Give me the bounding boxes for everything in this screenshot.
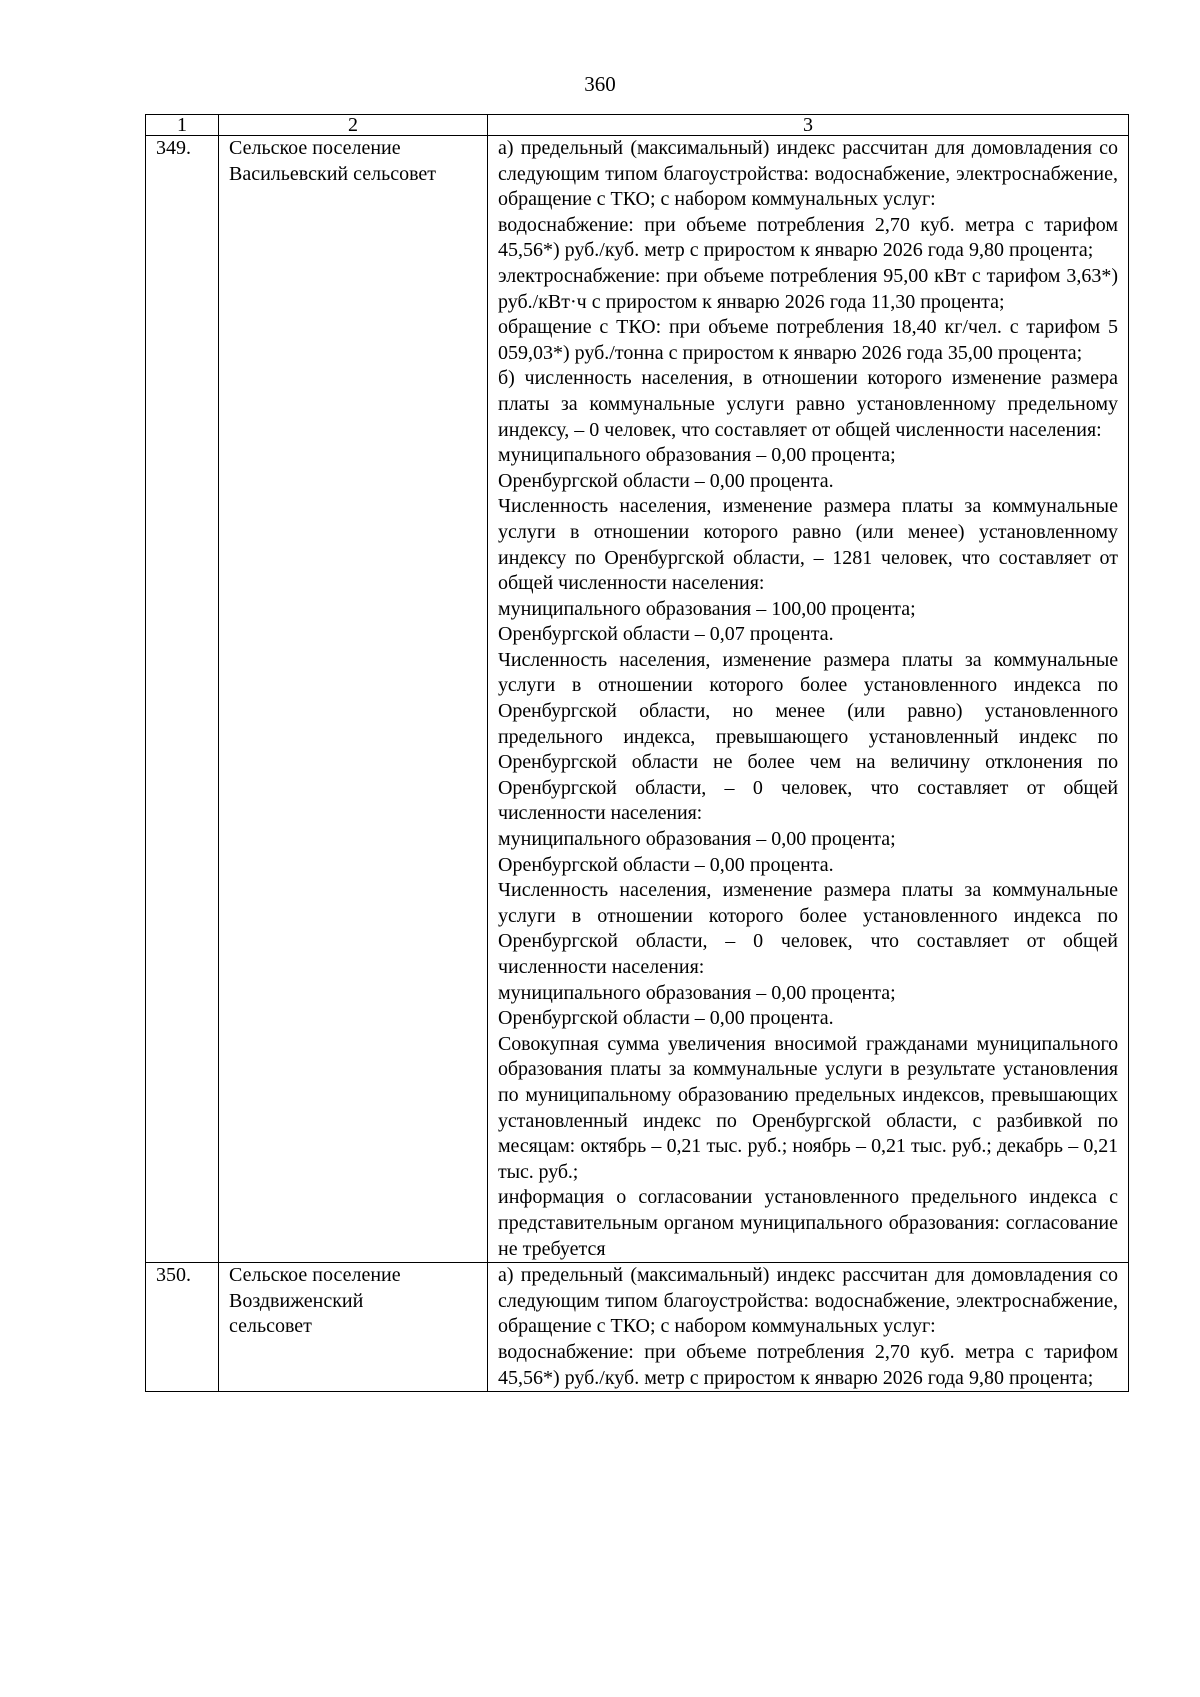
paragraph: Оренбургской области – 0,00 процента.	[498, 853, 834, 876]
paragraph: Численность населения, изменение размера платы за коммунальные услуги в отношении которого более установленного индекса по Оренбургской области, но менее (или равно) установленного предельного индекса, превышающего установленный индекс по Оренбургской области не более чем на величину отклонения по Оренбургской области, – 0 человек, что составляет от общей численности населения:	[498, 648, 1118, 825]
paragraph: информация о согласовании установленного предельного индекса с представительным органом муниципального образования: согласование не требуется	[498, 1186, 1118, 1260]
paragraph: водоснабжение: при объеме потребления 2,70 куб. метра с тарифом 45,56*) руб./куб. метр с приростом к январю 2026 года 9,80 процента;	[498, 1340, 1118, 1389]
index-description	[488, 1263, 1129, 1392]
row-number: 349.	[146, 136, 219, 1263]
paragraph: электроснабжение: при объеме потребления 95,00 кВт с тарифом 3,63*) руб./кВт·ч с приростом к январю 2026 года 11,30 процента;	[498, 264, 1118, 313]
table-row	[146, 1263, 1129, 1392]
settlement-name	[219, 1263, 488, 1392]
column-header-number: 1	[146, 115, 219, 136]
paragraph: Оренбургской области – 0,07 процента.	[498, 623, 834, 646]
settlement-name-line: Воздвиженский	[229, 1289, 364, 1312]
settlement-name	[219, 136, 488, 1263]
table-header-row	[146, 115, 1129, 136]
settlement-name-line: Сельское поселение	[229, 137, 401, 159]
paragraph: Численность населения, изменение размера платы за коммунальные услуги в отношении которого более установленного индекса по Оренбургской области, – 0 человек, что составляет от общей численности населения:	[498, 879, 1118, 978]
paragraph: Численность населения, изменение размера платы за коммунальные услуги в отношении которого равно (или менее) установленному индексу по Оренбургской области, – 1281 человек, что составляет от общей численности населения:	[498, 495, 1118, 595]
paragraph: обращение с ТКО: при объеме потребления 18,40 кг/чел. с тарифом 5 059,03*) руб./тонна с приростом к январю 2026 года 35,00 процента;	[498, 316, 1118, 364]
paragraph: Оренбургской области – 0,00 процента.	[498, 469, 834, 492]
table-row	[146, 136, 1129, 1263]
index-description	[488, 136, 1129, 1263]
column-header-description: 3	[488, 115, 1129, 136]
column-header-name: 2	[219, 115, 488, 136]
paragraph: а) предельный (максимальный) индекс рассчитан для домовладения со следующим типом благоустройства: водоснабжение, электроснабжение, обращение с ТКО; с набором коммунальных услуг:	[498, 137, 1118, 211]
index-table	[145, 114, 1129, 1392]
paragraph: Оренбургской области – 0,00 процента.	[498, 1007, 834, 1030]
paragraph: водоснабжение: при объеме потребления 2,70 куб. метра с тарифом 45,56*) руб./куб. метр с приростом к январю 2026 года 9,80 процента;	[498, 213, 1118, 262]
settlement-name-line: Васильевский сельсовет	[229, 162, 437, 185]
settlement-name-line: Сельское поселение	[229, 1264, 401, 1287]
page-number: 360	[584, 72, 616, 96]
row-number: 350.	[146, 1263, 219, 1392]
settlement-name-line: сельсовет	[229, 1315, 312, 1338]
paragraph: а) предельный (максимальный) индекс рассчитан для домовладения со следующим типом благоустройства: водоснабжение, электроснабжение, обращение с ТКО; с набором коммунальных услуг:	[498, 1264, 1118, 1338]
paragraph: муниципального образования – 0,00 процента;	[498, 981, 896, 1004]
paragraph: муниципального образования – 100,00 процента;	[498, 597, 916, 620]
paragraph: муниципального образования – 0,00 процента;	[498, 828, 896, 851]
paragraph: Совокупная сумма увеличения вносимой гражданами муниципального образования платы за коммунальные услуги в результате установления по муниципальному образованию предельных индексов, превышающих установленный индекс по Оренбургской области, с разбивкой по месяцам: октябрь – 0,21 тыс. руб.; ноябрь – 0,21 тыс. руб.; декабрь – 0,21 тыс. руб.;	[498, 1032, 1118, 1183]
paragraph: муниципального образования – 0,00 процента;	[498, 444, 896, 467]
paragraph: б) численность населения, в отношении которого изменение размера платы за коммунальные услуги равно установленному предельному индексу, – 0 человек, что составляет от общей численности населения:	[498, 367, 1118, 441]
